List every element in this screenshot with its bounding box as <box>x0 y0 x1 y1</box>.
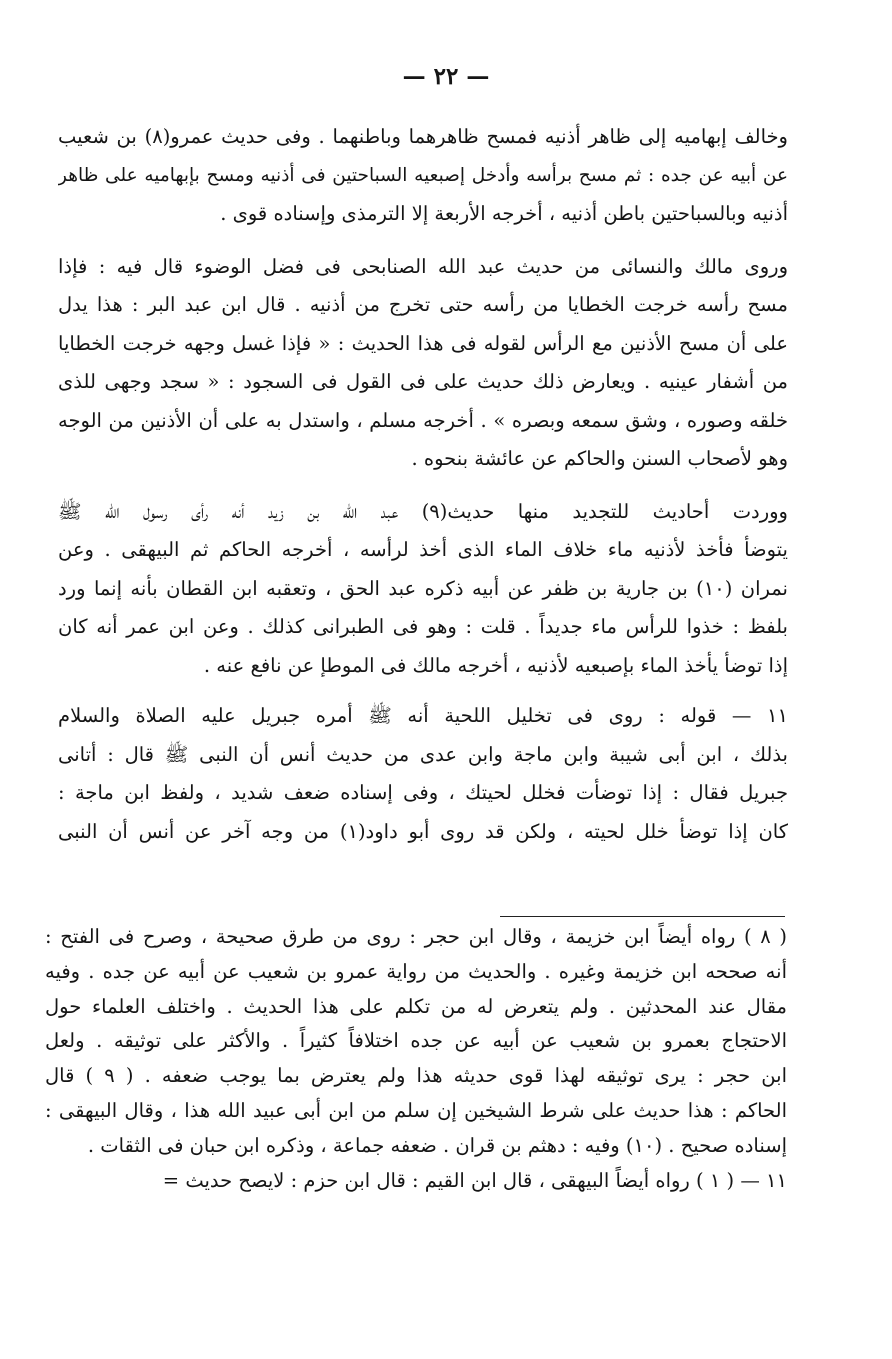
paragraph-amr-ibn-shuayb <box>58 118 788 234</box>
text-line: بذلك ، ابن أبى شيبة وابن ماجة وابن عدى من حديث أنس أن النبى ﷺ قال : أتانى <box>58 742 788 766</box>
text-line: عن أبيه عن جده : ثم مسح برأسه وأدخل إصبعيه السباحتين فى أذنيه ومسح بإبهاميه على ظاهر <box>58 164 788 186</box>
text-line: ووردت أحاديث للتجديد منها حديث(٩) عبد الله بن زيد أنه رأى رسول الله ﷺ <box>58 499 788 523</box>
text-line: نمران (١٠) بن جارية بن ظفر عن أبيه ذكره عبد الحق ، وتعقبه ابن القطان بأنه إنما ورد <box>58 576 788 600</box>
page-number: — ٢٢ — <box>402 63 490 90</box>
text-line: أذنيه وبالسباحتين باطن أذنيه ، أخرجه الأربعة إلا الترمذى وإسناده قوى . <box>220 202 788 225</box>
footnote-line: الاحتجاج بعمرو بن شعيب عن أبيه عن جده اختلافاً كثيراً . والأكثر على توثيقه . ولعل <box>45 1029 787 1053</box>
text-line: كان إذا توضأ خلل لحيته ، ولكن قد روى أبو داود(١) من وجه آخر عن أنس أن النبى <box>58 819 788 843</box>
footnote-line: ( ٨ ) رواه أيضاً ابن خزيمة ، وقال ابن حجر : روى من طرق صحيحة ، وصرح فى الفتح : <box>45 925 787 948</box>
footnote-line: الحاكم : هذا حديث على شرط الشيخين إن سلم من ابن أبى عبيد الله هذا ، وقال البيهقى : <box>45 1098 787 1122</box>
footnote-separator <box>500 916 785 917</box>
main-text <box>58 118 788 851</box>
paragraph-takhlil-al-lihya <box>58 697 788 851</box>
text-line: ١١ — قوله : روى فى تخليل اللحية أنه ﷺ أمره جبريل عليه الصلاة والسلام <box>58 704 788 727</box>
footnotes <box>45 920 787 1198</box>
text-line: إذا توضأ يأخذ الماء بإصبعيه لأذنيه ، أخرجه مالك فى الموطإ عن نافع عنه . <box>203 653 788 677</box>
paragraph-tajdid <box>58 493 788 686</box>
text-line: بلفظ : خذوا للرأس ماء جديداً . قلت : وهو فى الطبرانى كذلك . وعن ابن عمر أنه كان <box>58 615 788 638</box>
paragraph-sunabihi <box>58 248 788 479</box>
text-line: يتوضأ فأخذ لأذنيه ماء خلاف الماء الذى أخذ لرأسه ، أخرجه الحاكم ثم البيهقى . وعن <box>58 538 788 561</box>
text-line: خلقه وصوره ، وشق سمعه وبصره » . أخرجه مسلم ، واستدل به على أن الأذنين من الوجه <box>58 408 788 432</box>
text-line: وخالف إبهاميه إلى ظاهر أذنيه فمسح ظاهرهما وباطنهما . وفى حديث عمرو(٨) بن شعيب <box>58 125 788 148</box>
footnote-line: أنه صححه ابن خزيمة وغيره . والحديث من رواية عمرو بن شعيب عن أبيه عن جده . وفيه <box>45 959 787 983</box>
text-line: جبريل فقال : إذا توضأت فخلل لحيتك ، وفى إسناده ضعف شديد ، ولفظ ابن ماجة : <box>58 781 788 804</box>
footnote-line: إسناده صحيح . (١٠) وفيه : دهثم بن قران . ضعفه جماعة ، وذكره ابن حبان فى الثقات . <box>87 1133 787 1157</box>
footnote-line: ابن حجر : يرى توثيقه لهذا قوى حديثه هذا ولم يعترض بما يوجب ضعفه . ( ٩ ) قال <box>45 1064 787 1088</box>
footnote-line: ١١ — ( ١ ) رواه أيضاً البيهقى ، قال ابن القيم : قال ابن حزم : لايصح حديث = <box>162 1168 787 1192</box>
text-line: مسح رأسه خرجت الخطايا من رأسه حتى تخرج من أذنيه . قال ابن عبد البر : هذا يدل <box>58 293 788 316</box>
footnote-line: مقال عند المحدثين . ولم يتعرض له من تكلم على هذا الحديث . واختلف العلماء حول <box>45 994 787 1018</box>
text-line: وروى مالك والنسائى من حديث عبد الله الصنابحى فى فضل الوضوء قال فيه : فإذا <box>58 254 788 278</box>
text-line: وهو لأصحاب السنن والحاكم عن عائشة بنحوه . <box>411 447 788 470</box>
text-line: من أشفار عينيه . ويعارض ذلك حديث على فى القول فى السجود : « سجد وجهى للذى <box>58 370 788 393</box>
text-line: على أن مسح الأذنين مع الرأس لقوله فى هذا الحديث : « فإذا غسل وجهه خرجت الخطايا <box>58 331 788 355</box>
